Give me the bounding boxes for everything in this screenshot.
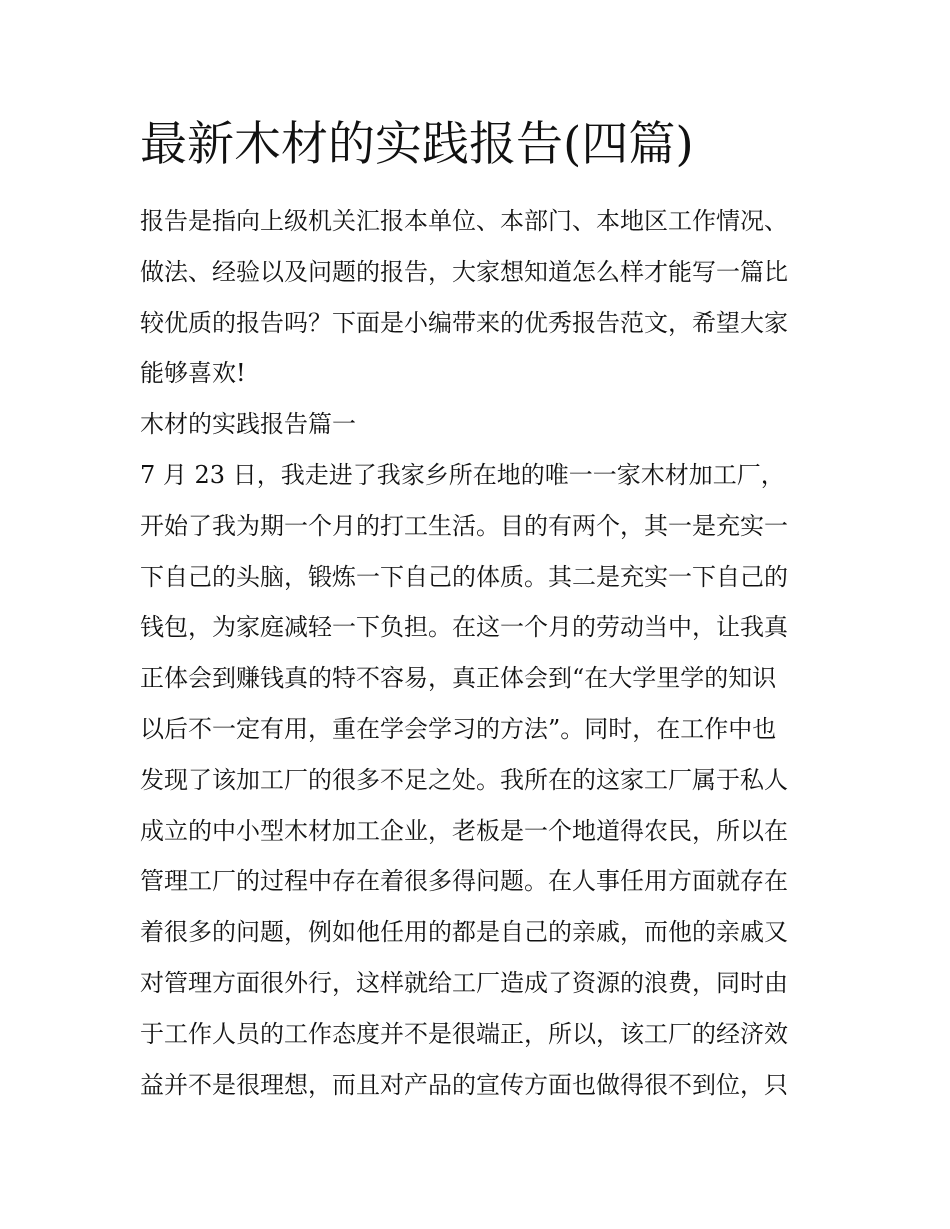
paragraph-line: 做法、经验以及问题的报告，大家想知道怎么样才能写一篇比 (140, 257, 788, 286)
paragraph-line: 较优质的报告吗？下面是小编带来的优秀报告范文，希望大家 (140, 308, 788, 337)
paragraph-line: 对管理方面很外行，这样就给工厂造成了资源的浪费，同时由 (140, 968, 788, 997)
paragraph-line: 于工作人员的工作态度并不是很端正，所以，该工厂的经济效 (140, 1019, 788, 1048)
paragraph-line: 发现了该加工厂的很多不足之处。我所在的这家工厂属于私人 (140, 765, 788, 794)
paragraph-line: 开始了我为期一个月的打工生活。目的有两个，其一是充实一 (140, 511, 788, 540)
paragraph-line: 下自己的头脑，锻炼一下自己的体质。其二是充实一下自己的 (140, 562, 788, 591)
paragraph-line: 钱包，为家庭减轻一下负担。在这一个月的劳动当中，让我真 (140, 613, 788, 642)
paragraph-line: 成立的中小型木材加工企业，老板是一个地道得农民，所以在 (140, 816, 788, 845)
paragraph-line: 正体会到赚钱真的特不容易，真正体会到“在大学里学的知识 (140, 664, 777, 693)
document-body (140, 196, 816, 1110)
section-heading: 木材的实践报告篇一 (140, 410, 356, 439)
paragraph-line: 以后不一定有用，重在学会学习的方法”。同时，在工作中也 (140, 714, 777, 743)
document-title: 最新木材的实践报告(四篇) (140, 117, 694, 172)
paragraph-line: 能够喜欢! (140, 359, 246, 388)
paragraph-line: 报告是指向上级机关汇报本单位、本部门、本地区工作情况、 (140, 207, 788, 235)
paragraph-line: 益并不是很理想，而且对产品的宣传方面也做得很不到位，只 (140, 1070, 788, 1099)
paragraph-line: 着很多的问题，例如他任用的都是自己的亲戚，而他的亲戚又 (140, 918, 788, 947)
paragraph-line: 管理工厂的过程中存在着很多得问题。在人事任用方面就存在 (140, 867, 788, 896)
paragraph-line: 7 月 23 日，我走进了我家乡所在地的唯一一家木材加工厂， (140, 460, 785, 489)
